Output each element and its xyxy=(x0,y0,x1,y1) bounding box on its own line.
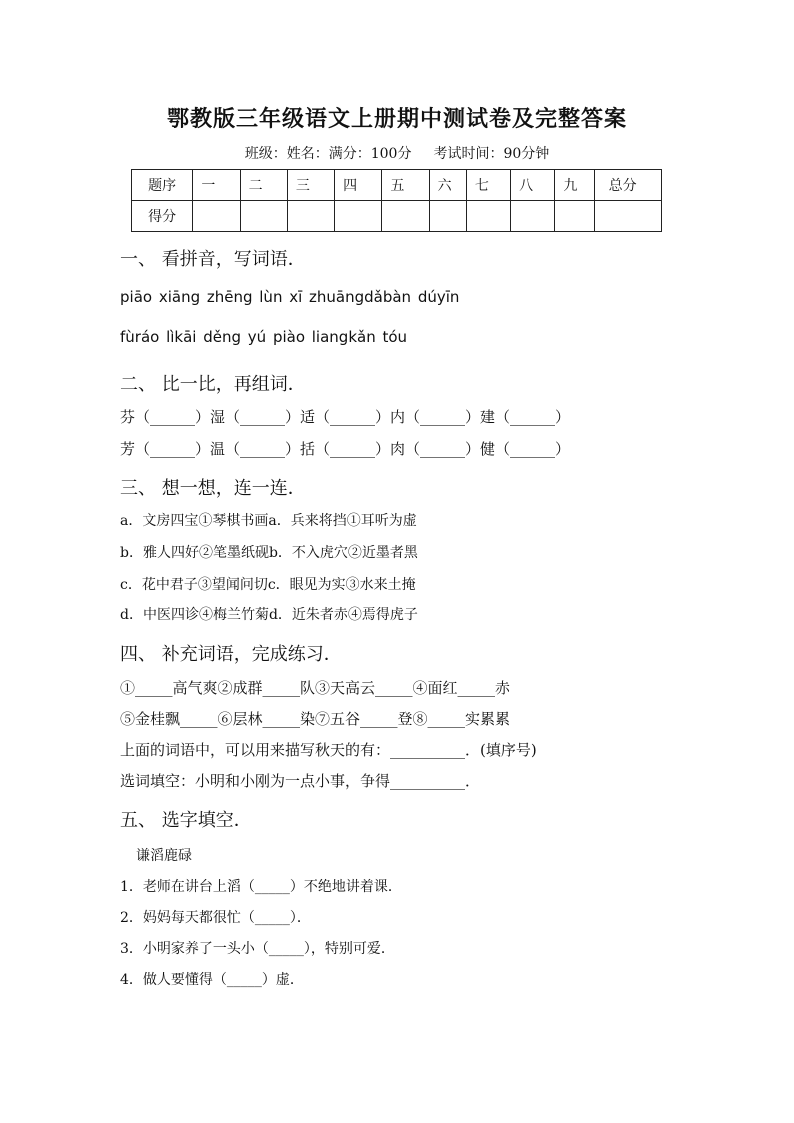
score-header-cell: 总分 xyxy=(594,170,661,201)
score-header-cell: 四 xyxy=(335,170,382,201)
score-table-header-row xyxy=(132,170,662,201)
score-header-cell: 五 xyxy=(382,170,429,201)
score-header-cell: 二 xyxy=(240,170,287,201)
score-row-label: 得分 xyxy=(132,201,193,232)
match-line: c．花中君子③望闻问切c．眼见为实③水来土掩 xyxy=(120,577,416,593)
exam-info xyxy=(0,143,794,163)
score-cell xyxy=(555,201,594,232)
score-cell xyxy=(335,201,382,232)
score-table xyxy=(131,169,662,232)
section-2-heading: 二、 比一比，再组词． xyxy=(120,374,306,395)
match-line: b．雅人四好②笔墨纸砚b．不入虎穴②近墨者黑 xyxy=(120,545,418,561)
compare-line: 芳（______）温（______）括（______）肉（______）健（______） xyxy=(120,440,571,458)
page-title: 鄂教版三年级语文上册期中测试卷及完整答案 xyxy=(166,106,627,132)
choice-line: 4．做人要懂得（_____）虚． xyxy=(120,972,304,988)
section-4-heading: 四、 补充词语，完成练习． xyxy=(120,644,342,665)
choice-line: 1．老师在讲台上滔（_____）不绝地讲着课． xyxy=(120,879,402,895)
pinyin-line: piāo xiāng zhēng lùn xī zhuāngdǎbàn dúyīn xyxy=(120,288,460,306)
score-table-score-row xyxy=(132,201,662,232)
score-cell xyxy=(193,201,240,232)
exam-time: 考试时间：90分钟 xyxy=(433,146,550,162)
section-1-heading: 一、 看拼音，写词语． xyxy=(120,249,306,270)
score-cell xyxy=(511,201,555,232)
fill-line: 选词填空：小明和小刚为一点小事，争得__________． xyxy=(120,772,481,790)
match-line: a．文房四宝①琴棋书画a．兵来将挡①耳听为虚 xyxy=(120,513,417,529)
score-header-cell: 六 xyxy=(429,170,466,201)
compare-line: 芬（______）湿（______）适（______）内（______）建（______） xyxy=(120,408,571,426)
exam-class-info: 班级：姓名：满分：100分 xyxy=(244,146,412,162)
score-cell xyxy=(466,201,510,232)
score-cell xyxy=(429,201,466,232)
score-cell xyxy=(287,201,334,232)
fill-line: 上面的词语中，可以用来描写秋天的有：__________．(填序号) xyxy=(120,741,537,759)
fill-line: ①_____高气爽②成群_____队③天高云_____④面红_____赤 xyxy=(120,679,511,697)
score-header-cell: 题序 xyxy=(132,170,193,201)
score-header-cell: 九 xyxy=(555,170,594,201)
choice-line: 2．妈妈每天都很忙（_____）． xyxy=(120,910,311,926)
pinyin-line: fùráo lìkāi děng yú piào liangkǎn tóu xyxy=(120,328,408,346)
score-cell xyxy=(240,201,287,232)
choice-line: 3．小明家养了一头小（_____），特别可爱． xyxy=(120,941,395,957)
fill-line: ⑤金桂飘_____⑥层林_____染⑦五谷_____登⑧_____实累累 xyxy=(120,710,511,728)
score-cell xyxy=(594,201,661,232)
score-header-cell: 三 xyxy=(287,170,334,201)
score-header-cell: 八 xyxy=(511,170,555,201)
score-header-cell: 一 xyxy=(193,170,240,201)
match-line: d．中医四诊④梅兰竹菊d．近朱者赤④焉得虎子 xyxy=(120,607,418,623)
score-header-cell: 七 xyxy=(466,170,510,201)
section-5-heading: 五、 选字填空． xyxy=(120,810,252,831)
section-3-heading: 三、 想一想，连一连． xyxy=(120,478,306,499)
choice-chars: 谦滔鹿碌 xyxy=(136,848,192,864)
score-cell xyxy=(382,201,429,232)
